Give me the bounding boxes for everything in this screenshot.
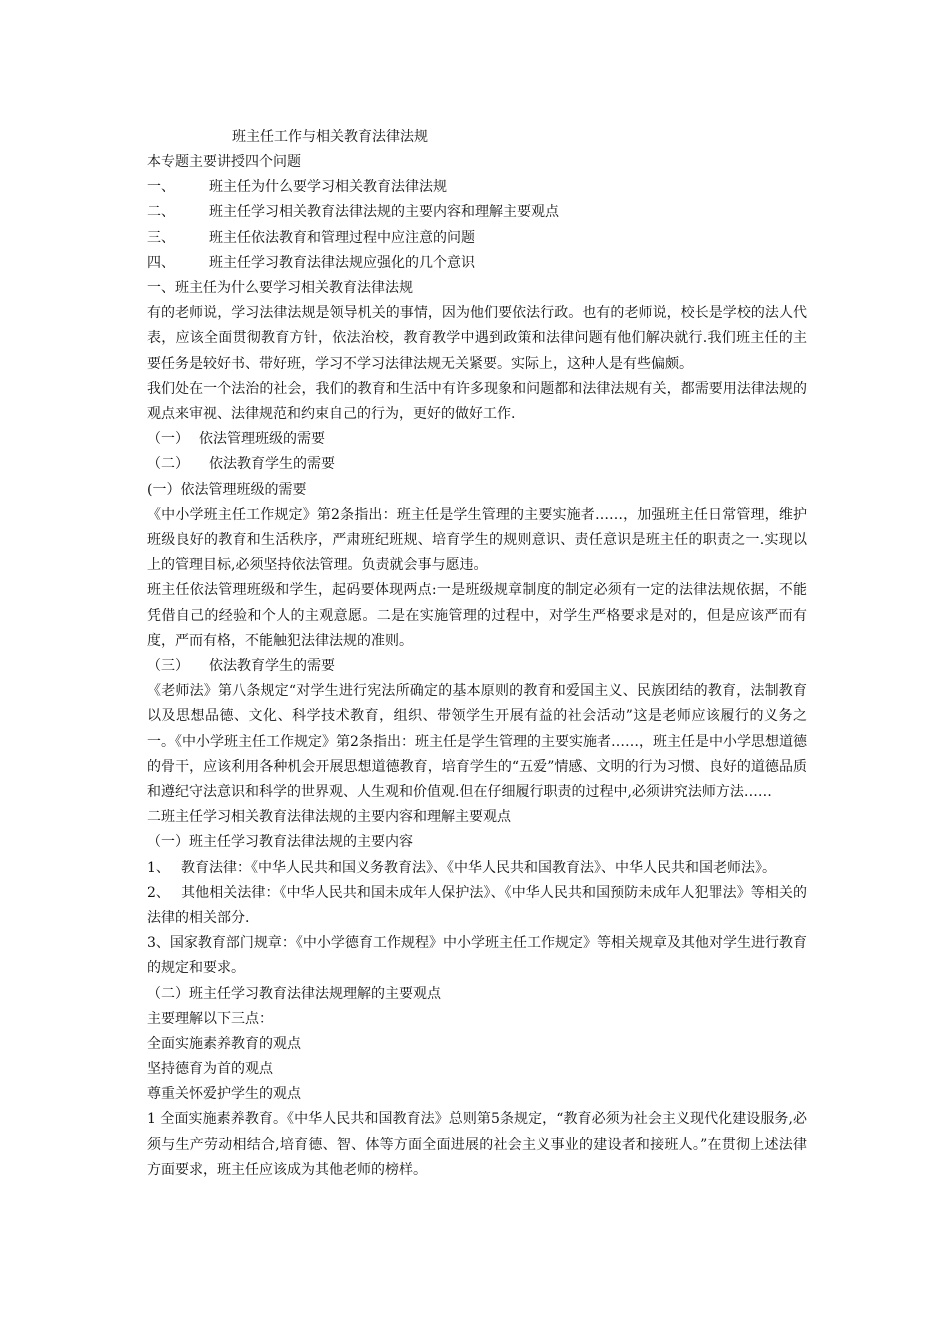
section-heading: 一、班主任为什么要学习相关教育法律法规 [147,279,413,296]
item-number: 2、 [147,884,170,901]
paragraph: 《中小学班主任工作规定》第2条指出：班主任是学生管理的主要实施者……，加强班主任日常管理，维护班级良好的教育和生活秩序，严肃班纪班规、培育学生的规则意识、责任意识是班主任的职责之一.实现以上的管理目标,必须坚持依法管理。负责就会事与愿违。 [147,506,807,574]
toc-text: 班主任依法教育和管理过程中应注意的问题 [209,229,475,246]
subsection-heading: （二）班主任学习教育法律法规理解的主要观点 [147,985,441,1002]
item-number: （三） [147,657,189,674]
paragraph: 1 全面实施素养教育。《中华人民共和国教育法》总则第5条规定，“教育必须为社会主义现代化建设服务,必须与生产劳动相结合,培育德、智、体等方面全面进展的社会主义事业的建设者和接班人。”在贯彻上述法律方面要求，班主任应该成为其他老师的榜样。 [147,1111,807,1178]
item-number: （二） [147,456,189,473]
toc-text: 班主任为什么要学习相关教育法律法规 [209,179,447,196]
paragraph: 有的老师说，学习法律法规是领导机关的事情，因为他们要依法行政。也有的老师说，校长是学校的法人代表，应该全面贯彻教育方针，依法治校，教育教学中遇到政策和法律问题有他们解决就行.我们班主任的主要任务是较好书、带好班，学习不学习法律法规无关紧要。实际上，这种人是有些偏颇。 [147,305,807,372]
paragraph: 我们处在一个法治的社会，我们的教育和生活中有许多现象和问题都和法律法规有关，都需要用法律法规的观点来审视、法律规范和约束自己的行为，更好的做好工作. [147,380,807,422]
item-text: 教育法律：《中华人民共和国义务教育法》、《中华人民共和国教育法》、中华人民共和国老师法》。 [181,859,776,876]
toc-number: 三、 [147,229,175,246]
toc-text: 班主任学习相关教育法律法规的主要内容和理解主要观点 [209,204,559,221]
toc-item [147,226,807,251]
toc-item [147,200,807,225]
item-number: （一） [147,431,189,448]
list-item [147,856,807,881]
point-line: 全面实施素养教育的观点 [147,1035,301,1052]
subsection-item [147,452,807,477]
subsection-heading: (一）依法管理班级的需要 [147,481,307,498]
subsection-heading [147,654,807,679]
paragraph: 《老师法》第八条规定“对学生进行宪法所确定的基本原则的教育和爱国主义、民族团结的教育，法制教育以及思想品德、文化、科学技术教育，组织、带领学生开展有益的社会活动”这是老师应该履行的义务之一。《中小学班主任工作规定》第2条指出：班主任是学生管理的主要实施者……，班主任是中小学思想道德的骨干，应该利用各种机会开展思想道德教育，培育学生的“五爱”情感、文明的行为习惯、良好的道德品质和遵纪守法意识和科学的世界观、人生观和价值观.但在仔细履行职责的过程中,必须讲究法师方法…… [147,683,807,800]
item-text: 依法教育学生的需要 [209,456,335,473]
subsection-item [147,427,807,452]
toc-number: 二、 [147,204,175,221]
list-item [147,881,807,931]
item-text: 依法管理班级的需要 [199,431,325,448]
item-text: 其他相关法律：《中华人民共和国未成年人保护法》、《中华人民共和国预防未成年人犯罪法》等相关的法律的相关部分. [147,884,807,926]
subsection-heading: （一）班主任学习教育法律法规的主要内容 [147,834,413,851]
toc-item [147,251,807,276]
toc-text: 班主任学习教育法律法规应强化的几个意识 [209,254,475,271]
document-body [147,150,807,1183]
toc-item [147,175,807,200]
toc-number: 一、 [147,179,175,196]
item-text: 依法教育学生的需要 [209,657,335,674]
paragraph: 班主任依法管理班级和学生，起码要体现两点:一是班级规章制度的制定必须有一定的法律法规依据，不能凭借自己的经验和个人的主观意愿。二是在实施管理的过程中，对学生严格要求是对的，但是应该严而有度，严而有格，不能触犯法律法规的准则。 [147,582,807,649]
intro-line: 本专题主要讲授四个问题 [147,154,301,170]
list-item: 3、国家教育部门规章：《中小学德育工作规程》中小学班主任工作规定》等相关规章及其他对学生进行教育的规定和要求。 [147,935,807,977]
point-line: 尊重关怀爱护学生的观点 [147,1086,301,1103]
intro-line: 主要理解以下三点： [147,1010,273,1027]
document-title: 班主任工作与相关教育法律法规 [232,129,428,145]
toc-number: 四、 [147,254,175,271]
point-line: 坚持德育为首的观点 [147,1061,273,1078]
item-number: 1、 [147,859,170,876]
section-heading: 二班主任学习相关教育法律法规的主要内容和理解主要观点 [147,809,511,826]
